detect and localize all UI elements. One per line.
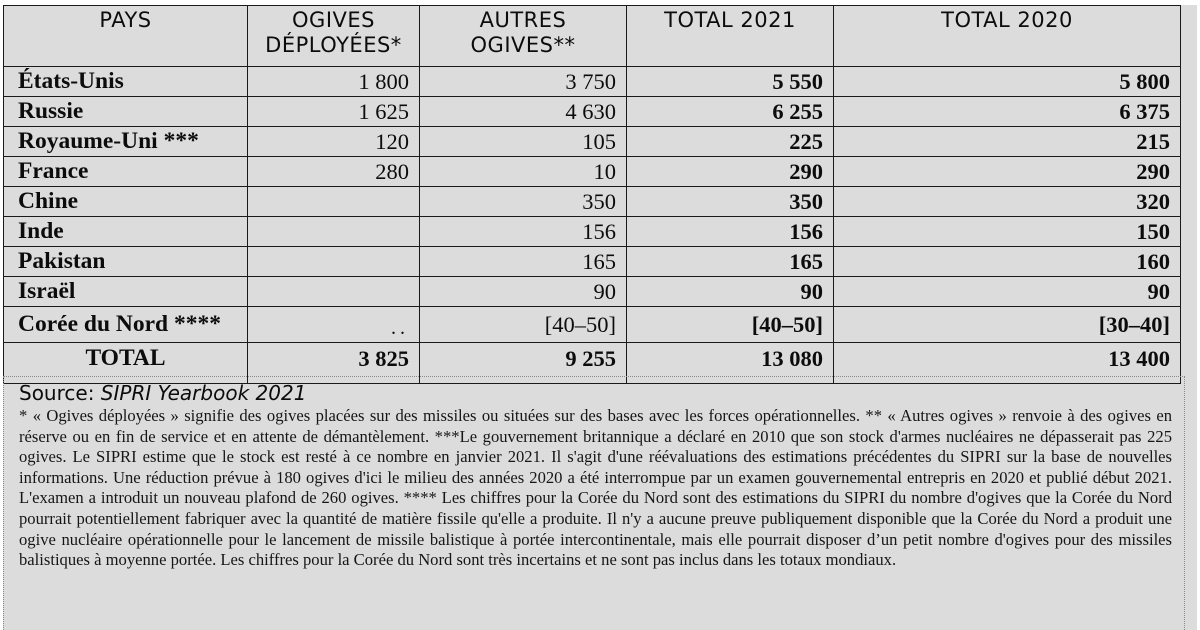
other-cell: 350 xyxy=(420,187,627,217)
source-label: Source: xyxy=(19,381,101,405)
header-total-2020-label: TOTAL 2020 xyxy=(941,8,1073,32)
header-deployed-line2: DÉPLOYÉES* xyxy=(265,33,402,57)
table-row xyxy=(4,307,1181,343)
country-cell: États-Unis xyxy=(4,67,248,97)
other-cell: 156 xyxy=(420,217,627,247)
header-other-line1: AUTRES xyxy=(479,8,567,32)
header-other-line2: OGIVES** xyxy=(470,33,576,57)
total-label: TOTAL xyxy=(4,343,248,384)
country-cell: Israël xyxy=(4,277,248,307)
total-2021-cell: 225 xyxy=(627,127,834,157)
country-cell: France xyxy=(4,157,248,187)
total-2021-cell: 5 550 xyxy=(627,67,834,97)
deployed-cell: 1 800 xyxy=(248,67,420,97)
table-row xyxy=(4,247,1181,277)
header-total-2021 xyxy=(627,6,834,67)
deployed-cell xyxy=(248,217,420,247)
table-row xyxy=(4,157,1181,187)
total-2020-cell: 290 xyxy=(834,157,1181,187)
table-row xyxy=(4,127,1181,157)
total-2020-cell: 215 xyxy=(834,127,1181,157)
total-2020-cell: 160 xyxy=(834,247,1181,277)
country-cell: Royaume-Uni *** xyxy=(4,127,248,157)
header-other xyxy=(420,6,627,67)
other-cell: [40–50] xyxy=(420,307,627,343)
deployed-cell xyxy=(248,307,420,343)
other-cell: 3 750 xyxy=(420,67,627,97)
header-deployed xyxy=(248,6,420,67)
total-2020-cell: 150 xyxy=(834,217,1181,247)
total-2021-cell: [40–50] xyxy=(627,307,834,343)
not-available-marker: .. xyxy=(391,317,409,339)
total-2020-cell: 320 xyxy=(834,187,1181,217)
deployed-cell: 120 xyxy=(248,127,420,157)
header-row xyxy=(4,6,1181,67)
country-cell: Chine xyxy=(4,187,248,217)
total-2020-cell: 5 800 xyxy=(834,67,1181,97)
table-row xyxy=(4,217,1181,247)
table-row xyxy=(4,187,1181,217)
header-country xyxy=(4,6,248,67)
country-cell: Inde xyxy=(4,217,248,247)
warheads-document xyxy=(3,5,1197,630)
source-title: SIPRI Yearbook 2021 xyxy=(100,381,307,405)
deployed-cell xyxy=(248,277,420,307)
country-cell: Russie xyxy=(4,97,248,127)
notes-section xyxy=(3,376,1185,630)
grand-total-2021-cell: 13 080 xyxy=(627,343,834,384)
header-country-label: PAYS xyxy=(99,8,152,32)
grand-total-2020-cell: 13 400 xyxy=(834,343,1181,384)
total-2020-cell: [30–40] xyxy=(834,307,1181,343)
table-row xyxy=(4,97,1181,127)
other-cell: 10 xyxy=(420,157,627,187)
total-2021-cell: 290 xyxy=(627,157,834,187)
country-cell: Corée du Nord **** xyxy=(4,307,248,343)
header-total-2021-label: TOTAL 2021 xyxy=(664,8,796,32)
nuclear-warheads-table xyxy=(3,5,1181,384)
header-deployed-line1: OGIVES xyxy=(292,8,375,32)
deployed-cell: 280 xyxy=(248,157,420,187)
other-cell: 4 630 xyxy=(420,97,627,127)
other-cell: 105 xyxy=(420,127,627,157)
other-cell: 165 xyxy=(420,247,627,277)
total-2020-cell: 90 xyxy=(834,277,1181,307)
total-2021-cell: 156 xyxy=(627,217,834,247)
total-2021-cell: 90 xyxy=(627,277,834,307)
total-2021-cell: 350 xyxy=(627,187,834,217)
source-citation xyxy=(19,381,1172,405)
deployed-cell xyxy=(248,187,420,217)
total-2020-cell: 6 375 xyxy=(834,97,1181,127)
total-other-cell: 9 255 xyxy=(420,343,627,384)
total-2021-cell: 6 255 xyxy=(627,97,834,127)
country-cell: Pakistan xyxy=(4,247,248,277)
total-2021-cell: 165 xyxy=(627,247,834,277)
other-cell: 90 xyxy=(420,277,627,307)
footnote-text: * « Ogives déployées » signifie des ogives placées sur des missiles ou situées sur des bases avec les forces opérationnelles. ** « Autres ogives » renvoie à des ogives en réserve ou en fin de service et en attente de démantèlement. ***Le gouvernement britannique a déclaré en 2010 que son stock d'armes nucléaires ne dépasserait pas 225 ogives. Le SIPRI estime que le stock est resté à ce nombre en janvier 2021. Il s'agit d'une réévaluations des estimations précédentes du SIPRI sur la base de nouvelles informations. Une réduction prévue à 180 ogives d'ici le milieu des années 2020 a été interrompue par un examen gouvernemental entrepris en 2020 et publié début 2021. L'examen a introduit un nouveau plafond de 260 ogives. **** Les chiffres pour la Corée du Nord sont des estimations du SIPRI du nombre d'ogives que la Corée du Nord pourrait potentiellement fabriquer avec la quantité de matière fissile qu'elle a produite. Il n'y a aucune preuve publiquement disponible que la Corée du Nord a produit une ogive nucléaire opérationnelle pour le lancement de missile balistique à portée intercontinentale, mais elle pourrait disposer d’un petit nombre d'ogives pour des missiles balistiques à moyenne portée. Les chiffres pour la Corée du Nord sont très incertains et ne sont pas inclus dans les totaux mondiaux. xyxy=(19,406,1172,570)
table-row xyxy=(4,277,1181,307)
deployed-cell: 1 625 xyxy=(248,97,420,127)
deployed-cell xyxy=(248,247,420,277)
total-deployed-cell: 3 825 xyxy=(248,343,420,384)
table-row xyxy=(4,67,1181,97)
header-total-2020 xyxy=(834,6,1181,67)
